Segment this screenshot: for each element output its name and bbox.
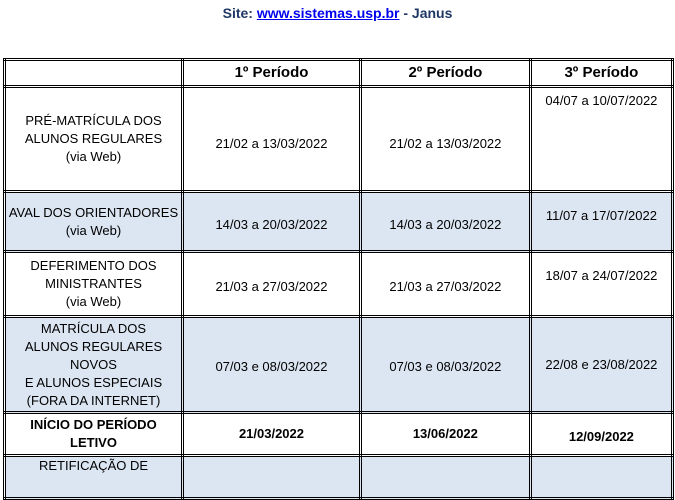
site-link[interactable]: www.sistemas.usp.br — [256, 5, 400, 21]
row-label: MATRÍCULA DOS ALUNOS REGULARES NOVOS E ALUNOS ESPECIAIS (FORA DA INTERNET) — [5, 317, 183, 413]
site-suffix: - Janus — [403, 5, 453, 21]
period-2-date: 21/02 a 13/03/2022 — [360, 87, 530, 192]
period-1-date: 14/03 a 20/03/2022 — [182, 192, 360, 252]
column-header-period-2: 2º Período — [360, 60, 530, 87]
period-1-date: 07/03 e 08/03/2022 — [182, 317, 360, 413]
table-header-row — [5, 60, 673, 87]
column-header-period-3: 3º Período — [530, 60, 672, 87]
period-3-date: 12/09/2022 — [530, 413, 672, 456]
period-3-date: 04/07 a 10/07/2022 — [530, 87, 672, 192]
row-label: AVAL DOS ORIENTADORES (via Web) — [5, 192, 183, 252]
period-1-date — [182, 456, 360, 499]
period-3-date — [530, 456, 672, 499]
table-row — [5, 317, 673, 413]
period-1-date: 21/03 a 27/03/2022 — [182, 252, 360, 317]
schedule-table — [3, 58, 674, 500]
table-row — [5, 252, 673, 317]
row-label: DEFERIMENTO DOS MINISTRANTES (via Web) — [5, 252, 183, 317]
period-2-date: 13/06/2022 — [360, 413, 530, 456]
table-row — [5, 413, 673, 456]
site-prefix: Site: — [222, 5, 253, 21]
column-header-empty — [5, 60, 183, 87]
period-3-date: 18/07 a 24/07/2022 — [530, 252, 672, 317]
table-row — [5, 87, 673, 192]
table-row — [5, 456, 673, 499]
period-3-date: 11/07 a 17/07/2022 — [530, 192, 672, 252]
period-2-date: 14/03 a 20/03/2022 — [360, 192, 530, 252]
period-2-date: 07/03 e 08/03/2022 — [360, 317, 530, 413]
period-2-date: 21/03 a 27/03/2022 — [360, 252, 530, 317]
row-label: RETIFICAÇÃO DE — [5, 456, 183, 499]
period-1-date: 21/02 a 13/03/2022 — [182, 87, 360, 192]
period-3-date: 22/08 e 23/08/2022 — [530, 317, 672, 413]
row-label: PRÉ-MATRÍCULA DOS ALUNOS REGULARES (via Web) — [5, 87, 183, 192]
site-line — [0, 5, 675, 21]
period-1-date: 21/03/2022 — [182, 413, 360, 456]
period-2-date — [360, 456, 530, 499]
column-header-period-1: 1º Período — [182, 60, 360, 87]
row-label: INÍCIO DO PERÍODO LETIVO — [5, 413, 183, 456]
table-row — [5, 192, 673, 252]
